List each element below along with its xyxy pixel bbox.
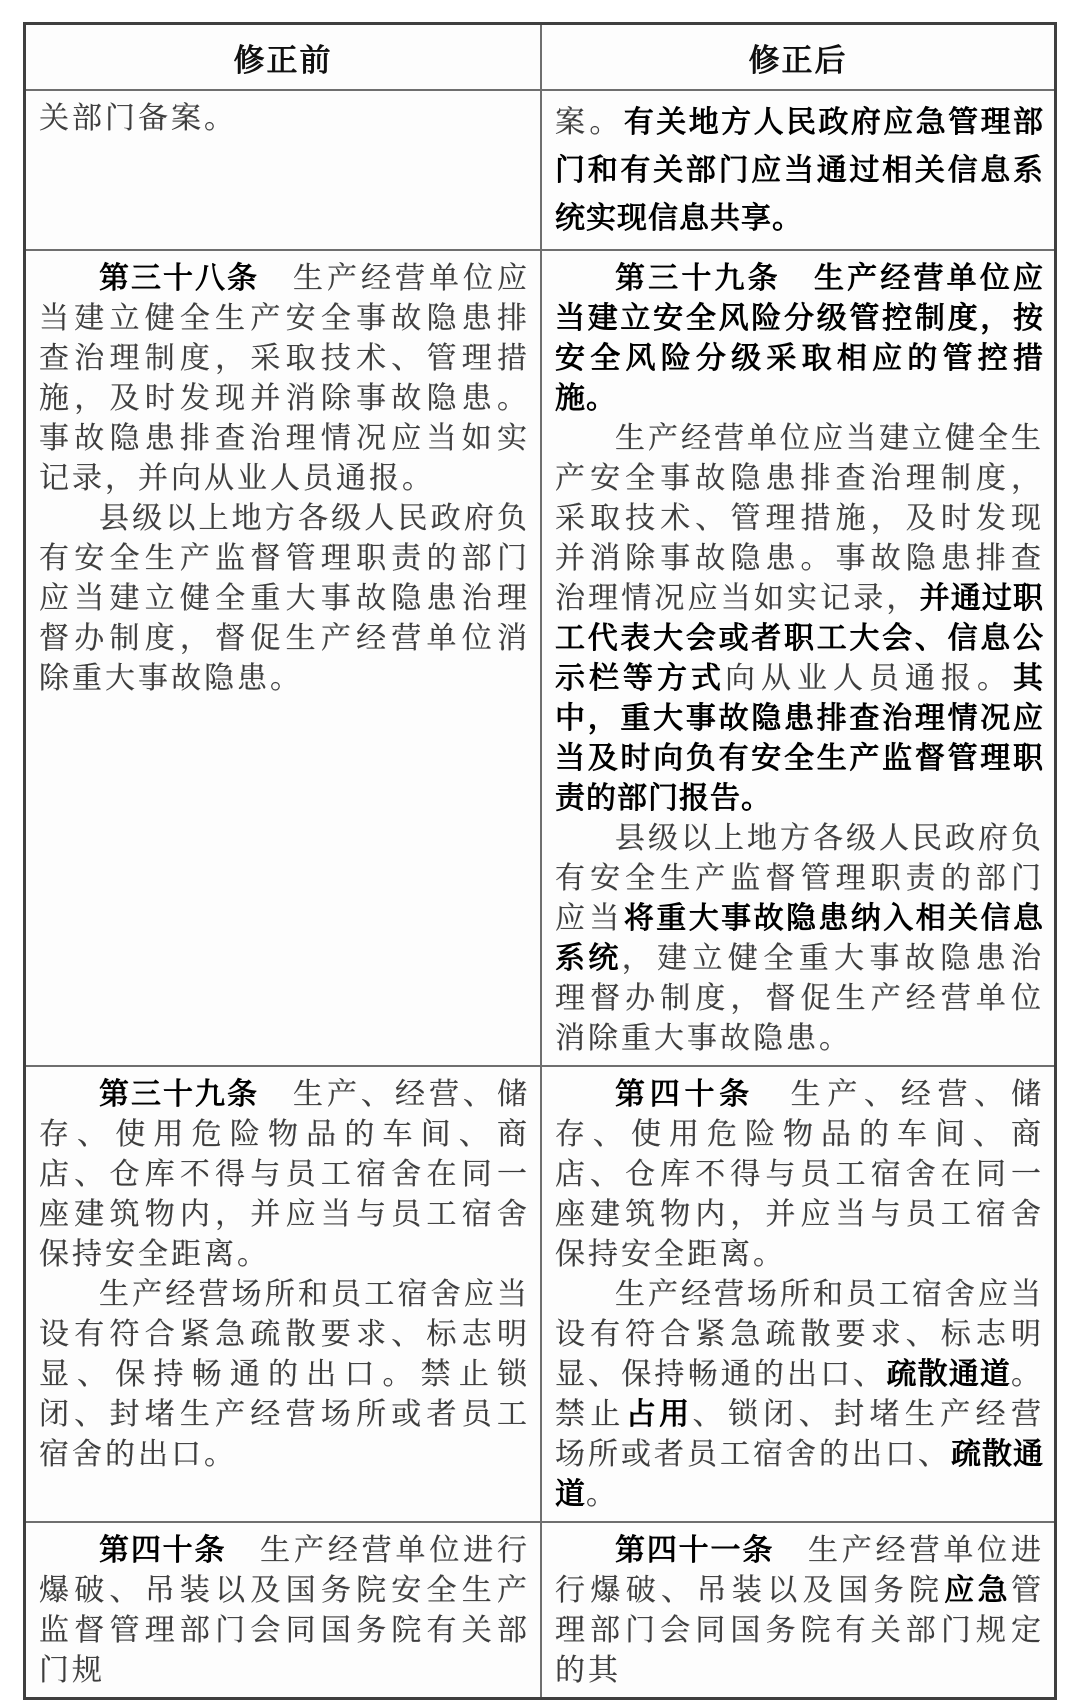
emphasized-amendment-text: 应急: [944, 1574, 1012, 1607]
emphasized-amendment-text: 并通过职工代表大会或者职工大会、信息公示栏等方式: [555, 582, 1045, 695]
cell-before: [26, 91, 540, 249]
body-text: 生产、经营、储存、使用危险物品的车间、商店、仓库不得与员工宿舍在同一座建筑物内，并应当与员工宿舍保持安全距离。: [39, 1078, 530, 1271]
paragraph: [39, 1531, 530, 1691]
paragraph: [555, 819, 1044, 1059]
column-header-before: 修正前: [233, 42, 333, 78]
emphasized-amendment-text: 第三十九条 生产经营单位应当建立安全风险分级管控制度，按安全风险分级采取相应的管控措施。: [555, 262, 1044, 415]
body-text: 案。: [555, 106, 624, 139]
paragraph: [555, 1531, 1044, 1691]
body-text: 向从业人员通报。: [725, 662, 1013, 695]
emphasized-amendment-text: 第四十条: [615, 1078, 754, 1111]
cell-before: [26, 1067, 540, 1521]
cell-after: [540, 91, 1054, 249]
cell-after: [540, 251, 1054, 1065]
column-header-after: 修正后: [540, 25, 1054, 89]
paragraph: [39, 499, 530, 699]
paragraph: [39, 259, 530, 499]
emphasized-amendment-text: 第四十条: [99, 1534, 227, 1567]
body-text: 县级以上地方各级人民政府负有安全生产监督管理职责的部门应当建立健全重大事故隐患治理督办制度，督促生产经营单位消除重大事故隐患。: [39, 502, 530, 695]
emphasized-amendment-text: 疏散通道: [886, 1358, 1012, 1391]
body-text: 生产经营单位应当建立健全生产安全事故隐患排查治理制度，采取技术、管理措施，及时发现并消除事故隐患。事故隐患排查治理情况应当如实记录，并向从业人员通报。: [39, 262, 530, 495]
cell-after: [540, 1067, 1054, 1521]
paragraph: [39, 99, 530, 139]
table-row: [26, 89, 1054, 249]
body-text: 县级以上地方各级人民政府负有安全生产监督管理职责的部门应当: [555, 822, 1044, 935]
table-row: [26, 249, 1054, 1065]
comparison-table: [23, 22, 1057, 1700]
cell-before: [26, 251, 540, 1065]
emphasized-amendment-text: 将重大事故隐患纳入相关信息系统: [555, 902, 1045, 975]
paragraph: [555, 1275, 1044, 1515]
body-text: ，建立健全重大事故隐患治理督办制度，督促生产经营单位消除重大事故隐患。: [555, 942, 1045, 1055]
body-text: 生产、经营、储存、使用危险物品的车间、商店、仓库不得与员工宿舍在同一座建筑物内，并应当与员工宿舍保持安全距离。: [555, 1078, 1045, 1271]
paragraph: [555, 1075, 1044, 1275]
paragraph: [555, 419, 1044, 819]
emphasized-amendment-text: 疏散通道: [555, 1438, 1044, 1511]
paragraph: [555, 99, 1044, 243]
body-text: 。: [586, 1478, 619, 1511]
cell-after: [540, 1523, 1054, 1697]
table-row: [26, 1065, 1054, 1521]
emphasized-amendment-text: 占用: [625, 1398, 693, 1431]
emphasized-amendment-text: 第三十八条: [99, 262, 259, 295]
body-text: 、锁闭、封堵生产经营场所或者员工宿舍的出口、: [555, 1398, 1045, 1471]
emphasized-amendment-text: 其中，重大事故隐患排查治理情况应当及时向负有安全生产监督管理职责的部门报告。: [555, 662, 1044, 815]
paragraph: [39, 1075, 530, 1275]
body-text: 关部门备案。: [39, 102, 237, 135]
emphasized-amendment-text: 第三十九条: [99, 1078, 259, 1111]
emphasized-amendment-text: 有关地方人民政府应急管理部门和有关部门应当通过相关信息系统实现信息共享。: [555, 106, 1045, 235]
body-text: 生产经营单位进行爆破、吊装以及国务院安全生产监督管理部门会同国务院有关部门规: [39, 1534, 531, 1687]
body-text: 。禁止: [555, 1358, 1045, 1431]
body-text: 管理部门会同国务院有关部门规定的其: [555, 1574, 1045, 1687]
cell-before: [26, 1523, 540, 1697]
emphasized-amendment-text: 第四十一条: [615, 1534, 775, 1567]
body-text: 生产经营单位应当建立健全生产安全事故隐患排查治理制度，采取技术、管理措施，及时发现并消除事故隐患。事故隐患排查治理情况应当如实记录，: [555, 422, 1044, 615]
body-text: 生产经营单位进行爆破、吊装以及国务院: [555, 1534, 1045, 1607]
table-header-row: [26, 25, 1054, 89]
paragraph: [555, 259, 1044, 419]
table-row: [26, 1521, 1054, 1697]
paragraph: [39, 1275, 530, 1475]
table-body: [26, 89, 1054, 1697]
body-text: 生产经营场所和员工宿舍应当设有符合紧急疏散要求、标志明显、保持畅通的出口。禁止锁闭、封堵生产经营场所或者员工宿舍的出口。: [39, 1278, 530, 1471]
body-text: 生产经营场所和员工宿舍应当设有符合紧急疏散要求、标志明显、保持畅通的出口、: [555, 1278, 1044, 1391]
